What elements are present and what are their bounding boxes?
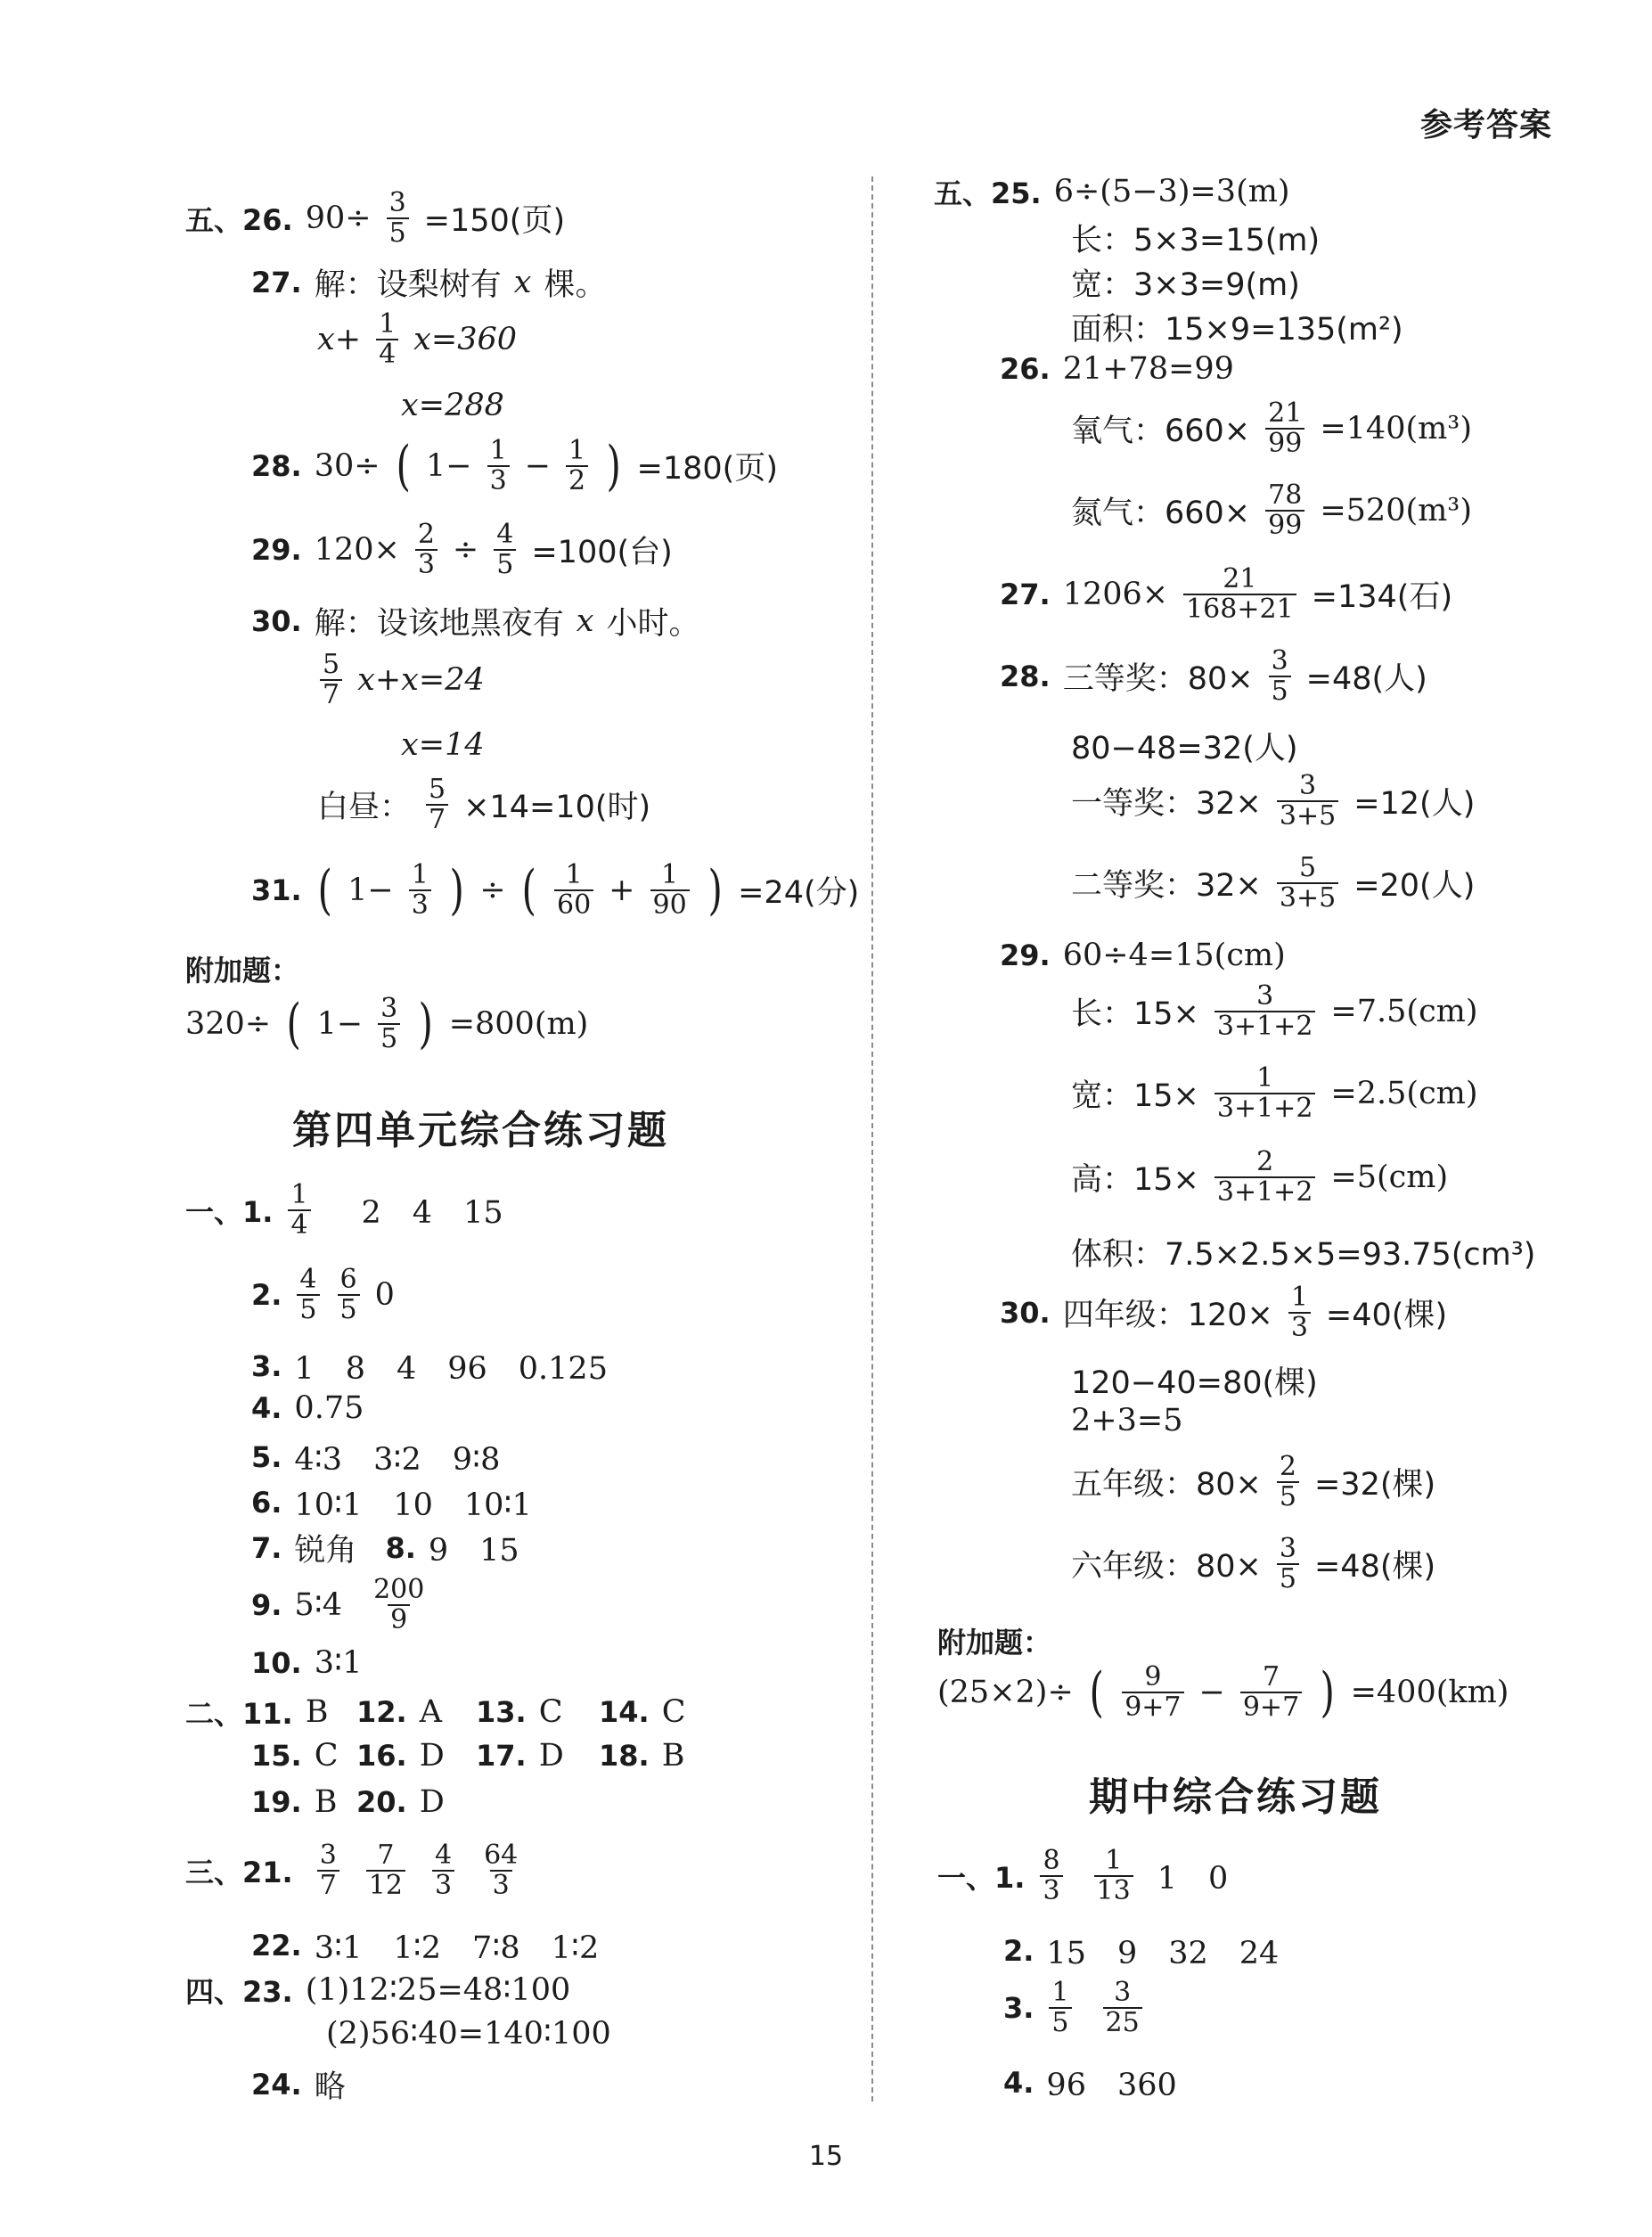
expr-text: − bbox=[524, 447, 552, 484]
expr-text: 6÷(5−3)=3(m) bbox=[1053, 174, 1290, 209]
expr-text: 2 4 15 bbox=[361, 1194, 503, 1231]
question-label: 一、1. bbox=[937, 1860, 1026, 1895]
fraction: $\frac{9}{9+7}$ bbox=[1122, 1663, 1183, 1721]
expr-text: − bbox=[1198, 1674, 1225, 1710]
question-label: 30. bbox=[251, 604, 302, 638]
expr-text: 4∶3 3∶2 9∶8 bbox=[294, 1442, 501, 1478]
unit4-row-2 bbox=[251, 1266, 395, 1323]
answer-29 bbox=[251, 520, 673, 578]
paren-open: ( bbox=[1089, 1660, 1104, 1724]
fraction: $\frac{4}{3}$ bbox=[432, 1841, 454, 1899]
variable: x bbox=[513, 265, 532, 300]
expr-text: 3∶1 bbox=[314, 1645, 363, 1681]
choice-answer: D bbox=[538, 1738, 564, 1774]
fraction: $\frac{2}{3}$ bbox=[415, 520, 438, 578]
fraction: $\frac{1}{4}$ bbox=[288, 1181, 310, 1239]
expr-text: 3∶1 1∶2 7∶8 1∶2 bbox=[314, 1930, 600, 1966]
expr-text: ×14=10(时) bbox=[463, 789, 651, 825]
answer-r25-l4 bbox=[1071, 305, 1403, 349]
variable: x bbox=[576, 603, 594, 639]
expr-text: 四年级：120× bbox=[1062, 1297, 1273, 1333]
paren-open: ( bbox=[521, 858, 536, 922]
expr-text: 5∶4 bbox=[294, 1586, 343, 1623]
answer-r29-width bbox=[1071, 1064, 1478, 1122]
expr-text: 解：设该地黑夜有 bbox=[314, 606, 564, 642]
question-label: 31. bbox=[251, 873, 302, 907]
answer-r27 bbox=[1000, 565, 1452, 623]
answer-31 bbox=[251, 858, 860, 922]
question-label: 7. bbox=[251, 1531, 282, 1565]
answer-r30-grade6 bbox=[1071, 1535, 1435, 1593]
expr-text: 10∶1 10 10∶1 bbox=[294, 1487, 532, 1523]
answer-30-eq2 bbox=[401, 727, 485, 763]
answer-r25-l2 bbox=[1071, 216, 1320, 260]
expr-text: 氮气：660× bbox=[1071, 495, 1251, 531]
expr-text: =800(m) bbox=[448, 1005, 589, 1042]
question-label: 3. bbox=[1003, 1990, 1035, 2025]
expr-text: 320÷ bbox=[185, 1005, 272, 1042]
choice-answer: B bbox=[661, 1738, 685, 1774]
unit4-row-9 bbox=[251, 1576, 429, 1634]
expr-text: 高：15× bbox=[1071, 1161, 1199, 1198]
question-label: 2. bbox=[251, 1277, 282, 1312]
expr-text: 1206× bbox=[1062, 576, 1169, 612]
expr-text: 30÷ bbox=[314, 447, 380, 484]
fraction: $\frac{5}{7}$ bbox=[320, 651, 342, 709]
bonus-answer bbox=[185, 992, 589, 1055]
fraction: $\frac{1}{13}$ bbox=[1094, 1847, 1133, 1905]
expr-text: 锐角 bbox=[294, 1533, 357, 1569]
expr-text: 1− bbox=[348, 872, 394, 908]
expr-text: 六年级：80× bbox=[1071, 1548, 1262, 1585]
midterm-row-3 bbox=[1003, 1979, 1145, 2036]
answer-27-eq2 bbox=[401, 388, 504, 423]
question-label: 26. bbox=[1000, 352, 1051, 386]
expr-text: =12(人) bbox=[1353, 785, 1476, 822]
expr-text: 15 9 32 24 bbox=[1046, 1936, 1280, 1971]
answer-r25 bbox=[934, 171, 1290, 212]
expr-text: (2)56∶40=140∶100 bbox=[326, 2016, 611, 2052]
question-label: 18. bbox=[599, 1739, 650, 1773]
fraction: $\frac{3}{3+1+2}$ bbox=[1214, 982, 1316, 1040]
expr-text: 1− bbox=[316, 1005, 364, 1042]
question-label: 五、25. bbox=[934, 176, 1042, 210]
page-number: 15 bbox=[808, 2141, 844, 2172]
answer-26 bbox=[185, 189, 565, 247]
answer-r28-first bbox=[1071, 772, 1475, 830]
fraction: $\frac{2}{5}$ bbox=[1277, 1453, 1299, 1511]
answer-r29-volume bbox=[1071, 1230, 1535, 1274]
column-divider bbox=[871, 176, 873, 2102]
expr-text: 面积：15×9=135(m²) bbox=[1071, 312, 1403, 348]
answer-30-eq3 bbox=[317, 775, 650, 833]
paren-close: ) bbox=[449, 858, 464, 922]
fraction: $\frac{4}{5}$ bbox=[494, 520, 516, 578]
question-label: 6. bbox=[251, 1486, 282, 1520]
fraction: $\frac{7}{9+7}$ bbox=[1240, 1663, 1302, 1721]
question-label: 15. bbox=[251, 1739, 302, 1773]
expr-text: 五年级：80× bbox=[1071, 1466, 1262, 1503]
unit4-row-23 bbox=[185, 1970, 570, 2011]
bonus-answer-right bbox=[937, 1660, 1509, 1724]
fraction: $\frac{4}{5}$ bbox=[297, 1266, 319, 1323]
question-label: 三、21. bbox=[185, 1855, 293, 1889]
fraction: $\frac{1}{3}$ bbox=[409, 861, 431, 919]
expr-text: 0 bbox=[374, 1276, 395, 1313]
expr-text: 96 360 bbox=[1046, 2068, 1177, 2103]
fraction: $\frac{8}{3}$ bbox=[1040, 1847, 1062, 1905]
unit4-row-10 bbox=[251, 1645, 362, 1681]
unit4-row-22 bbox=[251, 1923, 599, 1968]
choice-answer: B bbox=[314, 1784, 338, 1820]
expr-text: ÷ bbox=[452, 531, 479, 568]
unit4-row-23b bbox=[326, 2016, 611, 2052]
question-label: 28. bbox=[1000, 659, 1051, 693]
expr-text: 小时。 bbox=[606, 606, 700, 642]
fraction: $\frac{2}{3+1+2}$ bbox=[1214, 1148, 1316, 1206]
answer-r30 bbox=[1000, 1283, 1447, 1341]
answer-30-eq1 bbox=[317, 651, 485, 709]
expr-text: 解：设梨树有 bbox=[314, 267, 502, 303]
paren-close: ) bbox=[1320, 1660, 1336, 1724]
question-label: 四、23. bbox=[185, 1975, 293, 2009]
expr-text: ÷ bbox=[479, 872, 506, 908]
answer-r29-length bbox=[1071, 982, 1478, 1040]
answer-r26-nitrogen bbox=[1071, 481, 1472, 539]
fraction: $\frac{3}{5}$ bbox=[387, 189, 409, 247]
answer-r30-grade5 bbox=[1071, 1453, 1435, 1511]
fraction: $\frac{21}{99}$ bbox=[1265, 399, 1304, 457]
paren-close: ) bbox=[606, 434, 622, 497]
expr-text: 120−40=80(棵) bbox=[1071, 1365, 1318, 1401]
question-label: 19. bbox=[251, 1785, 302, 1819]
unit4-row-11 bbox=[185, 1692, 685, 1733]
midterm-row-1 bbox=[937, 1847, 1228, 1905]
expr-text: 氧气：660× bbox=[1071, 413, 1251, 449]
expr-text: (1)12∶25=48∶100 bbox=[305, 1972, 571, 2008]
fraction: $\frac{1}{2}$ bbox=[566, 437, 588, 495]
question-label: 17. bbox=[476, 1739, 527, 1773]
answer-30-intro bbox=[251, 599, 699, 643]
answer-r29 bbox=[1000, 938, 1286, 973]
answer-27-eq1 bbox=[317, 310, 517, 368]
question-label: 14. bbox=[599, 1695, 650, 1729]
question-label: 五、26. bbox=[185, 202, 293, 237]
choice-answer: B bbox=[305, 1694, 329, 1730]
question-label: 3. bbox=[251, 1349, 282, 1383]
question-label: 24. bbox=[251, 2068, 302, 2102]
choice-answer: C bbox=[538, 1694, 563, 1730]
answer-r30-l2 bbox=[1071, 1358, 1318, 1403]
unit4-row-6 bbox=[251, 1480, 532, 1525]
answer-r26-oxygen bbox=[1071, 399, 1472, 457]
paren-close: ) bbox=[707, 858, 723, 922]
question-label: 10. bbox=[251, 1646, 302, 1680]
expr-text: x+x=24 bbox=[357, 661, 485, 698]
expr-text: 0.75 bbox=[294, 1390, 364, 1426]
fraction: $\frac{1}{60}$ bbox=[554, 861, 593, 919]
question-label: 22. bbox=[251, 1929, 302, 1962]
fraction: $\frac{5}{7}$ bbox=[426, 775, 448, 833]
expr-text: (25×2)÷ bbox=[937, 1674, 1074, 1710]
expr-text: =7.5(cm) bbox=[1330, 993, 1478, 1029]
expr-text: 长：5×3=15(m) bbox=[1071, 223, 1321, 258]
section-title-midterm: 期中综合练习题 bbox=[1089, 1774, 1382, 1820]
expr-text: =150(页) bbox=[423, 202, 566, 239]
fraction: $\frac{21}{168+21}$ bbox=[1183, 565, 1296, 623]
expr-text: =100(台) bbox=[531, 534, 673, 570]
question-label: 16. bbox=[356, 1739, 407, 1773]
fraction: $\frac{7}{12}$ bbox=[366, 1841, 405, 1899]
expr-text: x=360 bbox=[413, 321, 518, 357]
expr-text: 二等奖：32× bbox=[1071, 867, 1262, 904]
expr-text: 宽：15× bbox=[1071, 1078, 1199, 1114]
expr-text: =5(cm) bbox=[1330, 1159, 1449, 1195]
bonus-heading: 附加题： bbox=[937, 1626, 1052, 1659]
fraction: $\frac{1}{3}$ bbox=[487, 437, 510, 495]
paren-open: ( bbox=[317, 858, 332, 922]
expr-text: =134(石) bbox=[1311, 578, 1453, 615]
expr-text: =48(棵) bbox=[1313, 1548, 1436, 1585]
expr-text: 白昼： bbox=[317, 789, 412, 825]
answer-r28-second bbox=[1071, 854, 1475, 912]
fraction: $\frac{3}{7}$ bbox=[317, 1841, 339, 1899]
question-label: 12. bbox=[356, 1695, 407, 1729]
expr-text: 2+3=5 bbox=[1071, 1403, 1183, 1438]
unit4-row-5 bbox=[251, 1435, 500, 1479]
bonus-label-right bbox=[937, 1620, 1051, 1661]
expr-text: =520(m³) bbox=[1320, 492, 1472, 529]
answer-r26 bbox=[1000, 351, 1234, 387]
answer-r30-l3 bbox=[1071, 1403, 1182, 1438]
expr-text: =20(人) bbox=[1353, 867, 1476, 904]
fraction: $\frac{3}{3+5}$ bbox=[1277, 772, 1338, 830]
question-label: 一、1. bbox=[185, 1194, 274, 1229]
expr-text: 1 8 4 96 0.125 bbox=[294, 1351, 608, 1387]
choice-answer: D bbox=[419, 1784, 445, 1820]
paren-open: ( bbox=[286, 992, 302, 1055]
unit4-row-3 bbox=[251, 1344, 608, 1389]
paren-close: ) bbox=[418, 992, 434, 1055]
bonus-label bbox=[185, 948, 299, 989]
question-label: 30. bbox=[1000, 1295, 1051, 1330]
fraction: $\frac{3}{5}$ bbox=[1277, 1535, 1299, 1593]
unit4-row-24 bbox=[251, 2062, 346, 2107]
answer-r28 bbox=[1000, 647, 1427, 705]
expr-text: 60÷4=15(cm) bbox=[1062, 938, 1286, 973]
question-label: 4. bbox=[1003, 2066, 1035, 2100]
expr-text: 三等奖：80× bbox=[1062, 660, 1254, 697]
expr-text: + bbox=[609, 872, 635, 908]
fraction: $\frac{1}{4}$ bbox=[376, 310, 398, 368]
choice-answer: C bbox=[314, 1738, 339, 1774]
expr-text: x=14 bbox=[401, 727, 485, 763]
fraction: $\frac{5}{3+5}$ bbox=[1277, 854, 1338, 912]
section-title-unit4: 第四单元综合练习题 bbox=[292, 1108, 669, 1153]
expr-text: =400(km) bbox=[1350, 1674, 1509, 1710]
fraction: $\frac{3}{5}$ bbox=[1269, 647, 1291, 705]
fraction: $\frac{1}{90}$ bbox=[650, 861, 690, 919]
fraction: $\frac{64}{3}$ bbox=[484, 1840, 519, 1901]
midterm-row-2 bbox=[1003, 1929, 1279, 1973]
question-label: 20. bbox=[356, 1785, 407, 1819]
question-label: 27. bbox=[251, 266, 302, 299]
expr-text: 21+78=99 bbox=[1062, 351, 1234, 387]
fraction: $\frac{3}{5}$ bbox=[378, 995, 400, 1053]
expr-text: 9 15 bbox=[428, 1533, 519, 1569]
answer-r29-height bbox=[1071, 1148, 1448, 1206]
fraction: $\frac{1}{3+1+2}$ bbox=[1214, 1064, 1316, 1122]
fraction: $\frac{200}{9}$ bbox=[373, 1574, 425, 1635]
choice-answer: A bbox=[419, 1694, 442, 1730]
expr-text: 1− bbox=[425, 447, 472, 484]
expr-text: 1 0 bbox=[1157, 1860, 1229, 1897]
choice-answer: D bbox=[419, 1738, 445, 1774]
choice-answer: C bbox=[661, 1694, 686, 1730]
expr-text: =48(人) bbox=[1305, 660, 1427, 697]
expr-text: 120× bbox=[314, 531, 400, 568]
expr-text: 80−48=32(人) bbox=[1071, 731, 1298, 766]
fraction: $\frac{1}{3}$ bbox=[1288, 1283, 1311, 1341]
fraction: $\frac{1}{5}$ bbox=[1049, 1979, 1071, 2036]
expr-text: =180(页) bbox=[636, 450, 778, 487]
expr-text: 宽：3×3=9(m) bbox=[1071, 267, 1300, 303]
expr-text: =140(m³) bbox=[1320, 410, 1472, 447]
unit4-row-4 bbox=[251, 1390, 364, 1426]
fraction: $\frac{3}{25}$ bbox=[1103, 1979, 1142, 2036]
question-label: 5. bbox=[251, 1440, 282, 1474]
unit4-row-15 bbox=[251, 1738, 684, 1774]
expr-text: 一等奖：32× bbox=[1071, 785, 1262, 822]
expr-text: =40(棵) bbox=[1325, 1297, 1448, 1333]
answer-27-intro bbox=[251, 260, 606, 305]
expr-text: 90÷ bbox=[305, 200, 372, 236]
bonus-heading: 附加题： bbox=[185, 954, 300, 987]
expr-text: 体积：7.5×2.5×5=93.75(cm³) bbox=[1071, 1237, 1536, 1273]
question-label: 13. bbox=[476, 1695, 527, 1729]
expr-text: 长：15× bbox=[1071, 996, 1199, 1032]
question-label: 9. bbox=[251, 1587, 282, 1622]
question-label: 8. bbox=[385, 1531, 416, 1565]
question-label: 2. bbox=[1003, 1934, 1035, 1968]
expr-text: =32(棵) bbox=[1313, 1466, 1436, 1503]
expr-text: x=288 bbox=[401, 388, 504, 423]
unit4-row-1 bbox=[185, 1181, 503, 1239]
expr-text: 棵。 bbox=[544, 267, 607, 303]
unit4-row-21 bbox=[185, 1841, 523, 1899]
fraction: $\frac{78}{99}$ bbox=[1265, 481, 1304, 539]
question-label: 4. bbox=[251, 1391, 282, 1425]
expr-text: =2.5(cm) bbox=[1330, 1075, 1478, 1111]
midterm-row-4 bbox=[1003, 2061, 1177, 2105]
expr-text: 略 bbox=[314, 2069, 346, 2105]
question-label: 29. bbox=[251, 532, 302, 567]
answer-r25-l3 bbox=[1071, 260, 1300, 305]
answer-28 bbox=[251, 434, 778, 497]
question-label: 二、11. bbox=[185, 1697, 293, 1731]
unit4-row-19 bbox=[251, 1784, 445, 1820]
page-header: 参考答案 bbox=[1419, 107, 1552, 143]
unit4-row-7 bbox=[251, 1526, 519, 1570]
fraction: $\frac{6}{5}$ bbox=[338, 1266, 360, 1323]
expr-text: =24(分) bbox=[738, 874, 860, 911]
answer-r28-l2 bbox=[1071, 724, 1298, 768]
expr-text: x+ bbox=[317, 321, 362, 357]
question-label: 27. bbox=[1000, 577, 1051, 611]
question-label: 29. bbox=[1000, 938, 1051, 972]
question-label: 28. bbox=[251, 448, 302, 483]
paren-open: ( bbox=[396, 434, 411, 497]
